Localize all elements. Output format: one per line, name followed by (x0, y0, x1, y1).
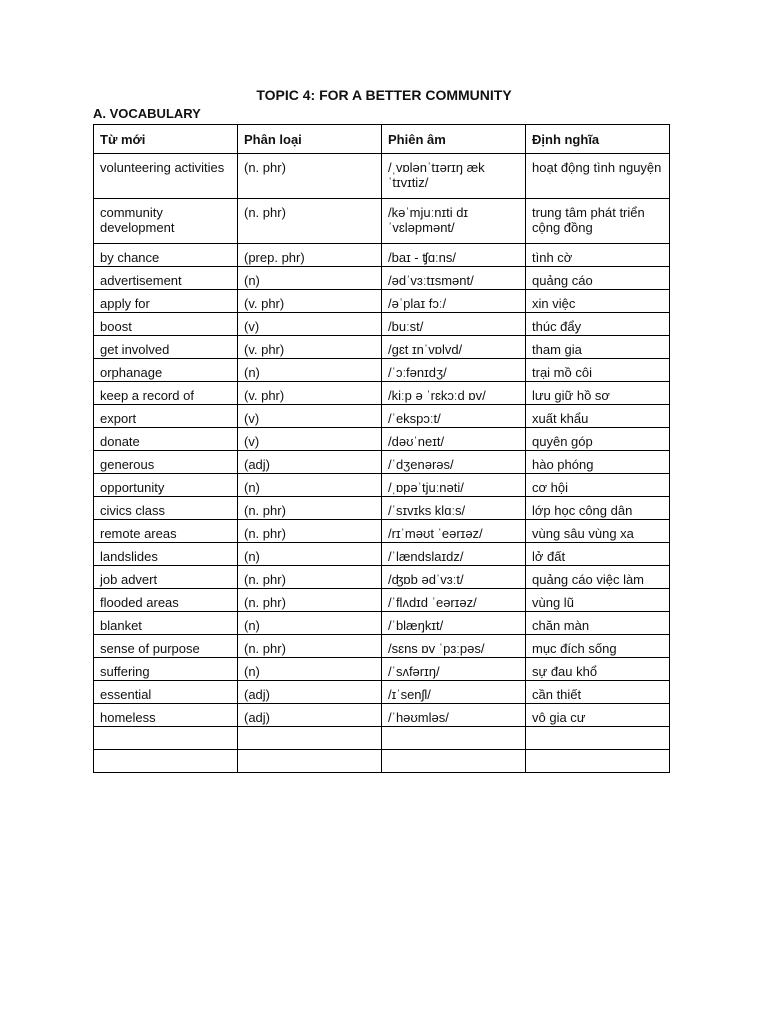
table-row (94, 336, 670, 359)
word-class-cell: (n) (238, 359, 382, 382)
word-cell: blanket (94, 612, 238, 635)
pronunciation-cell: /ˈblæŋkɪt/ (382, 612, 526, 635)
word-cell: job advert (94, 566, 238, 589)
definition-cell: xin việc (526, 290, 670, 313)
pronunciation-cell: /ədˈvɜːtɪsmənt/ (382, 267, 526, 290)
pronunciation-cell: /sɛns ɒv ˈpɜːpəs/ (382, 635, 526, 658)
table-row (94, 612, 670, 635)
word-class-cell: (n) (238, 474, 382, 497)
word-class-cell: (v. phr) (238, 382, 382, 405)
pronunciation-cell: /buːst/ (382, 313, 526, 336)
word-cell: civics class (94, 497, 238, 520)
table-row (94, 635, 670, 658)
table-row (94, 382, 670, 405)
table-row (94, 658, 670, 681)
table-row (94, 727, 670, 750)
pronunciation-cell: /ˈlændslaɪdz/ (382, 543, 526, 566)
word-class-cell: (v. phr) (238, 336, 382, 359)
word-cell: advertisement (94, 267, 238, 290)
pronunciation-cell: /gɛt ɪnˈvɒlvd/ (382, 336, 526, 359)
word-class-cell (238, 727, 382, 750)
table-row (94, 589, 670, 612)
word-class-cell: (v. phr) (238, 290, 382, 313)
word-class-cell: (v) (238, 405, 382, 428)
word-class-cell: (n. phr) (238, 635, 382, 658)
definition-cell: tình cờ (526, 244, 670, 267)
table-row (94, 681, 670, 704)
pronunciation-cell: /rɪˈməʊt ˈeərɪəz/ (382, 520, 526, 543)
definition-cell: lưu giữ hồ sơ (526, 382, 670, 405)
table-row (94, 199, 670, 244)
word-class-cell: (n. phr) (238, 199, 382, 244)
header-word: Từ mới (94, 125, 238, 154)
word-class-cell: (n) (238, 612, 382, 635)
table-row (94, 451, 670, 474)
vocabulary-table (93, 124, 670, 773)
word-class-cell: (v) (238, 428, 382, 451)
definition-cell: cần thiết (526, 681, 670, 704)
definition-cell: quảng cáo việc làm (526, 566, 670, 589)
definition-cell: hoạt động tình nguyện (526, 154, 670, 199)
word-class-cell: (n. phr) (238, 520, 382, 543)
pronunciation-cell: /ˌvɒlənˈtɪərɪŋ ækˈtɪvɪtiz/ (382, 154, 526, 199)
word-cell: sense of purpose (94, 635, 238, 658)
definition-cell: tham gia (526, 336, 670, 359)
word-cell: keep a record of (94, 382, 238, 405)
vocabulary-table-body (94, 154, 670, 773)
pronunciation-cell: /ˈhəʊmləs/ (382, 704, 526, 727)
table-row (94, 154, 670, 199)
definition-cell: quảng cáo (526, 267, 670, 290)
definition-cell: vô gia cư (526, 704, 670, 727)
definition-cell (526, 750, 670, 773)
definition-cell (526, 727, 670, 750)
table-row (94, 520, 670, 543)
word-class-cell: (prep. phr) (238, 244, 382, 267)
definition-cell: quyên góp (526, 428, 670, 451)
word-class-cell: (n. phr) (238, 566, 382, 589)
table-row (94, 405, 670, 428)
pronunciation-cell: /dəʊˈneɪt/ (382, 428, 526, 451)
table-row (94, 267, 670, 290)
word-cell (94, 750, 238, 773)
document-title: TOPIC 4: FOR A BETTER COMMUNITY (256, 87, 512, 103)
word-class-cell: (adj) (238, 681, 382, 704)
word-cell: apply for (94, 290, 238, 313)
definition-cell: lớp học công dân (526, 497, 670, 520)
pronunciation-cell: /kəˈmjuːnɪti dɪˈvɛləpmənt/ (382, 199, 526, 244)
word-cell: remote areas (94, 520, 238, 543)
word-cell: homeless (94, 704, 238, 727)
word-class-cell: (n. phr) (238, 154, 382, 199)
pronunciation-cell: /ˈsʌfərɪŋ/ (382, 658, 526, 681)
word-cell: orphanage (94, 359, 238, 382)
definition-cell: trung tâm phát triển cộng đồng (526, 199, 670, 244)
word-cell: volunteering activities (94, 154, 238, 199)
word-class-cell: (n) (238, 543, 382, 566)
word-cell: generous (94, 451, 238, 474)
word-cell: suffering (94, 658, 238, 681)
definition-cell: thúc đẩy (526, 313, 670, 336)
word-cell: community development (94, 199, 238, 244)
pronunciation-cell: /ʤɒb ədˈvɜːt/ (382, 566, 526, 589)
pronunciation-cell (382, 750, 526, 773)
word-cell: flooded areas (94, 589, 238, 612)
definition-cell: hào phóng (526, 451, 670, 474)
word-class-cell: (n. phr) (238, 497, 382, 520)
word-cell: boost (94, 313, 238, 336)
definition-cell: cơ hội (526, 474, 670, 497)
table-row (94, 566, 670, 589)
word-class-cell (238, 750, 382, 773)
word-cell: opportunity (94, 474, 238, 497)
table-row (94, 290, 670, 313)
word-cell: get involved (94, 336, 238, 359)
table-row (94, 704, 670, 727)
pronunciation-cell (382, 727, 526, 750)
table-row (94, 359, 670, 382)
pronunciation-cell: /ˌɒpəˈtjuːnəti/ (382, 474, 526, 497)
table-row (94, 313, 670, 336)
word-cell: by chance (94, 244, 238, 267)
word-class-cell: (n. phr) (238, 589, 382, 612)
pronunciation-cell: /baɪ - ʧɑːns/ (382, 244, 526, 267)
definition-cell: sự đau khổ (526, 658, 670, 681)
table-row (94, 497, 670, 520)
word-class-cell: (n) (238, 267, 382, 290)
pronunciation-cell: /ˈsɪvɪks klɑːs/ (382, 497, 526, 520)
pronunciation-cell: /kiːp ə ˈrɛkɔːd ɒv/ (382, 382, 526, 405)
table-header-row (94, 125, 670, 154)
word-class-cell: (n) (238, 658, 382, 681)
pronunciation-cell: /ˈɔːfənɪdʒ/ (382, 359, 526, 382)
definition-cell: vùng sâu vùng xa (526, 520, 670, 543)
word-cell: essential (94, 681, 238, 704)
word-cell: donate (94, 428, 238, 451)
table-row (94, 474, 670, 497)
pronunciation-cell: /ɪˈsenʃl/ (382, 681, 526, 704)
header-definition: Định nghĩa (526, 125, 670, 154)
table-row (94, 750, 670, 773)
pronunciation-cell: /ˈdʒenərəs/ (382, 451, 526, 474)
definition-cell: xuất khẩu (526, 405, 670, 428)
word-class-cell: (adj) (238, 704, 382, 727)
header-word-class: Phân loại (238, 125, 382, 154)
definition-cell: trại mồ côi (526, 359, 670, 382)
definition-cell: vùng lũ (526, 589, 670, 612)
word-cell: landslides (94, 543, 238, 566)
pronunciation-cell: /ˈflʌdɪd ˈeərɪəz/ (382, 589, 526, 612)
definition-cell: lở đất (526, 543, 670, 566)
word-cell (94, 727, 238, 750)
table-row (94, 244, 670, 267)
table-row (94, 428, 670, 451)
word-cell: export (94, 405, 238, 428)
pronunciation-cell: /əˈplaɪ fɔː/ (382, 290, 526, 313)
word-class-cell: (adj) (238, 451, 382, 474)
header-pronunciation: Phiên âm (382, 125, 526, 154)
definition-cell: chăn màn (526, 612, 670, 635)
table-row (94, 543, 670, 566)
pronunciation-cell: /ˈekspɔːt/ (382, 405, 526, 428)
definition-cell: mục đích sống (526, 635, 670, 658)
section-heading: A. VOCABULARY (93, 106, 201, 121)
word-class-cell: (v) (238, 313, 382, 336)
